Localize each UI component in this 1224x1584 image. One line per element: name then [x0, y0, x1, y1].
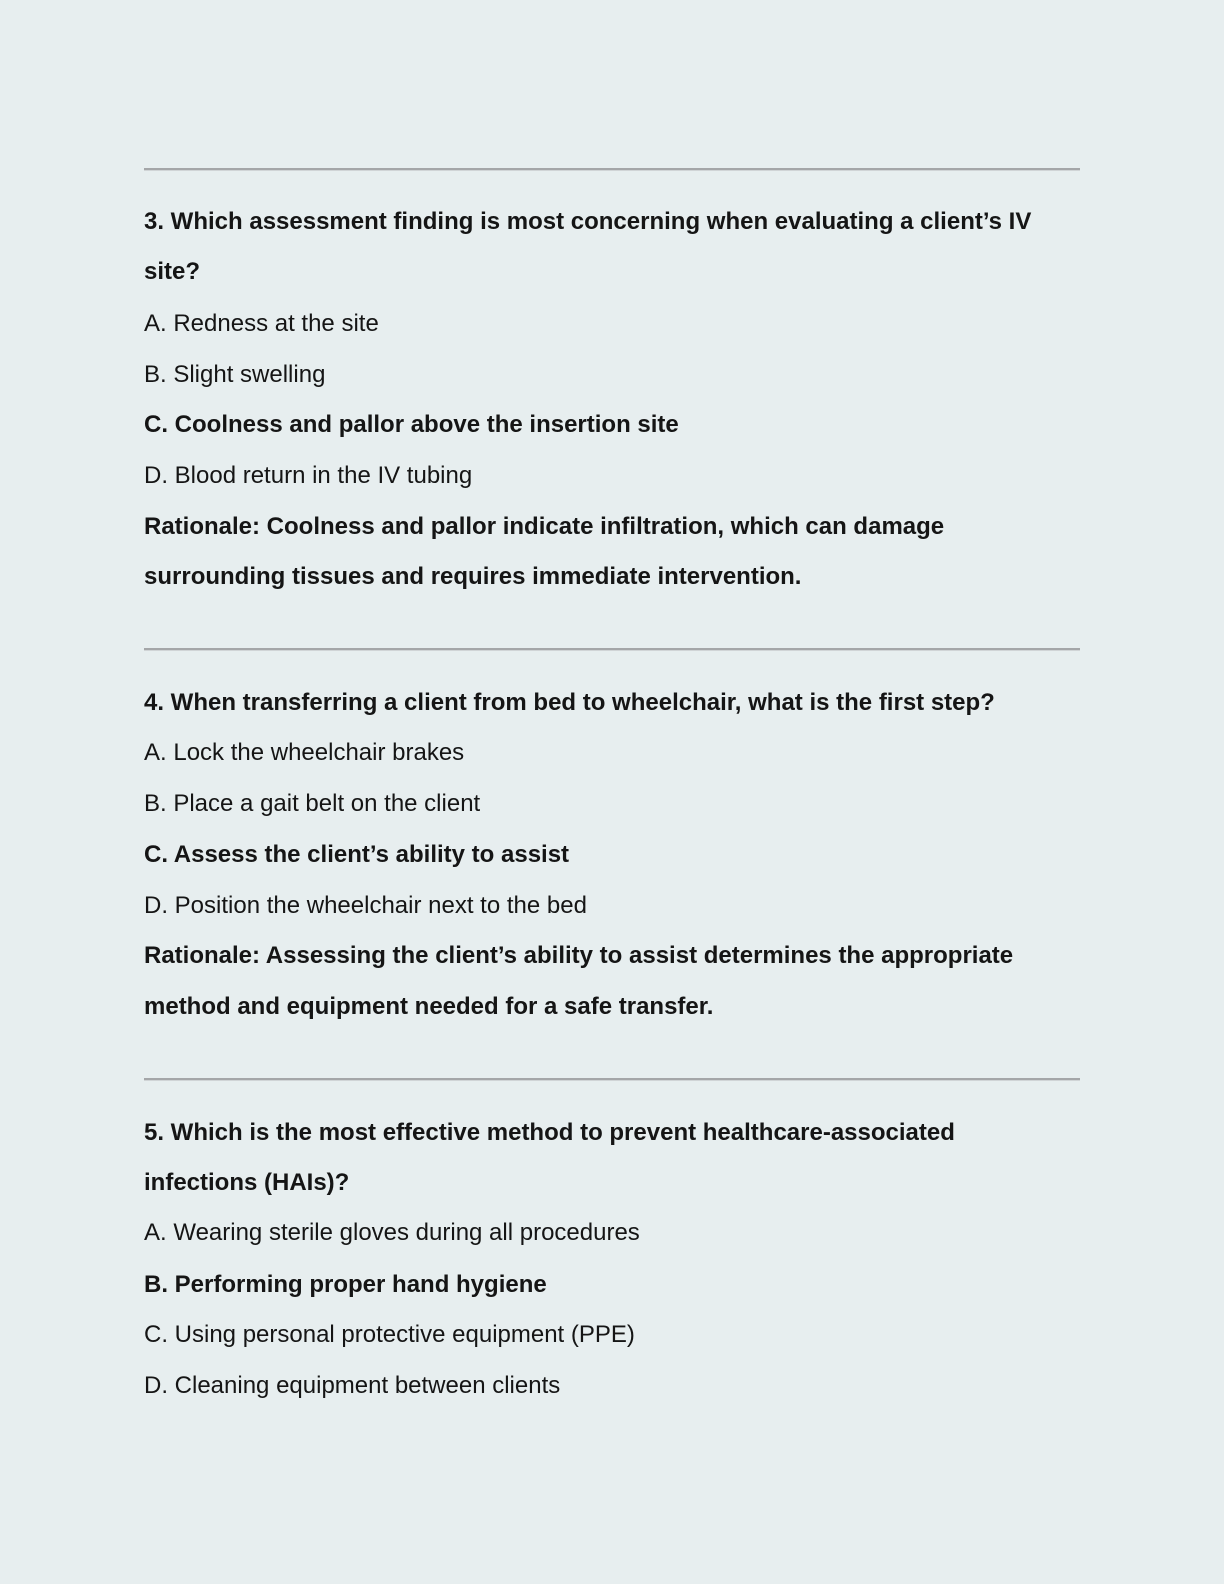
answer-option: A. Lock the wheelchair brakes	[144, 739, 465, 766]
question-text: infections (HAIs)?	[144, 1169, 350, 1196]
rationale-text: surrounding tissues and requires immediate intervention.	[144, 563, 802, 590]
answer-option: B. Slight swelling	[144, 361, 326, 388]
question-text: 4. When transferring a client from bed to wheelchair, what is the first step?	[144, 689, 995, 716]
correct-answer-option: B. Performing proper hand hygiene	[144, 1271, 547, 1298]
section-divider	[144, 168, 1080, 170]
answer-option: A. Redness at the site	[144, 310, 379, 337]
answer-option: A. Wearing sterile gloves during all procedures	[144, 1219, 640, 1246]
answer-option: D. Blood return in the IV tubing	[144, 462, 473, 489]
section-divider	[144, 1078, 1080, 1080]
correct-answer-option: C. Assess the client’s ability to assist	[144, 841, 570, 868]
question-text: site?	[144, 258, 201, 285]
rationale-text: method and equipment needed for a safe transfer.	[144, 993, 714, 1020]
section-divider	[144, 648, 1080, 650]
correct-answer-option: C. Coolness and pallor above the insertion site	[144, 411, 679, 438]
question-text: 5. Which is the most effective method to prevent healthcare-associated	[144, 1119, 955, 1146]
answer-option: C. Using personal protective equipment (PPE)	[144, 1321, 635, 1348]
answer-option: D. Cleaning equipment between clients	[144, 1372, 561, 1399]
question-text: 3. Which assessment finding is most concerning when evaluating a client’s IV	[144, 208, 1032, 235]
rationale-text: Rationale: Assessing the client’s ability to assist determines the appropriate	[144, 942, 1014, 969]
answer-option: B. Place a gait belt on the client	[144, 790, 481, 817]
answer-option: D. Position the wheelchair next to the bed	[144, 892, 587, 919]
rationale-text: Rationale: Coolness and pallor indicate infiltration, which can damage	[144, 513, 945, 540]
